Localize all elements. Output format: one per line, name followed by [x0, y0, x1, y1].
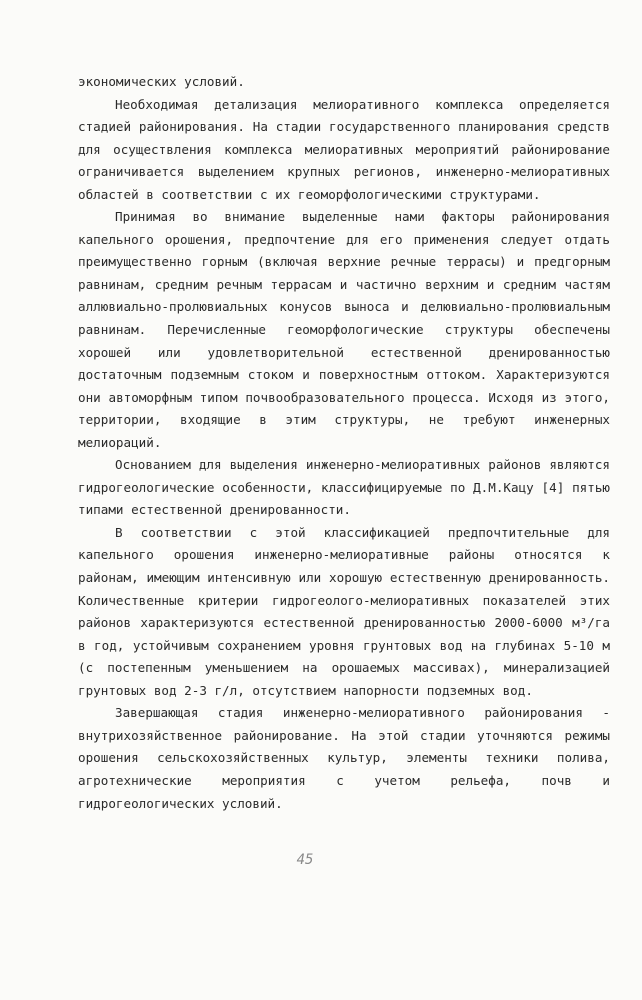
paragraph-final-stage: Завершающая стадия инженерно-мелиоративного районирования - внутрихозяйственное районирование. На этой стадии уточняются режимы орошения сельскохозяйственных культур, элементы техники полива, агротехнические мероприятия с учетом рельефа, почв и гидрогеологических условий. — [78, 705, 610, 811]
paragraph-factors: Принимая во внимание выделенные нами факторы районирования капельного орошения, предпочтение для его применения следует отдать преимущественно горным (включая верхние речные террасы) и предгорным равнинам, средним речным террасам и частично верхним и средним частям аллювиально-пролювиальных конусов выноса и делювиально-пролювиальным равнинам. Перечисленные геоморфологические структуры обеспечены хорошей или удовлетворительной естественной дренированностью достаточным подземным стоком и поверхностным оттоком. Характеризуются они автоморфным типом почвообразовательного процесса. Исходя из этого, территории, входящие в этим структуры, не требуют инженерных мелиораций. — [78, 209, 610, 450]
paragraph-basis: Основанием для выделения инженерно-мелиоративных районов являются гидрогеологические особенности, классифицируемые по Д.М.Кацу [4] пятью типами естественной дренированности. — [78, 457, 610, 518]
paragraph-continuation: экономических условий. — [78, 74, 245, 89]
body-text — [78, 71, 610, 815]
paragraph-classification: В соответствии с этой классификацией предпочтительные для капельного орошения инженерно-мелиоративные районы относятся к районам, имеющим интенсивную или хорошую естественную дренированность. Количественные критерии гидрогеолого-мелиоративных показателей этих районов характеризуются естественной дренированностью 2000-6000 м³/га в год, устойчивым сохранением уровня грунтовых вод на глубинах 5-10 м (с постепенным уменьшением на орошаемых массивах), минерализацией грунтовых вод 2-3 г/л, отсутствием напорности подземных вод. — [78, 524, 610, 698]
page-number: 45 — [296, 852, 314, 868]
paragraph-detailing: Необходимая детализация мелиоративного комплекса определяется стадией районирования. На стадии государственного планирования средств для осуществления комплекса мелиоративных мероприятий районирование ограничивается выделением крупных регионов, инженерно-мелиоративных областей в соответствии с их геоморфологическими структурами. — [78, 96, 610, 202]
